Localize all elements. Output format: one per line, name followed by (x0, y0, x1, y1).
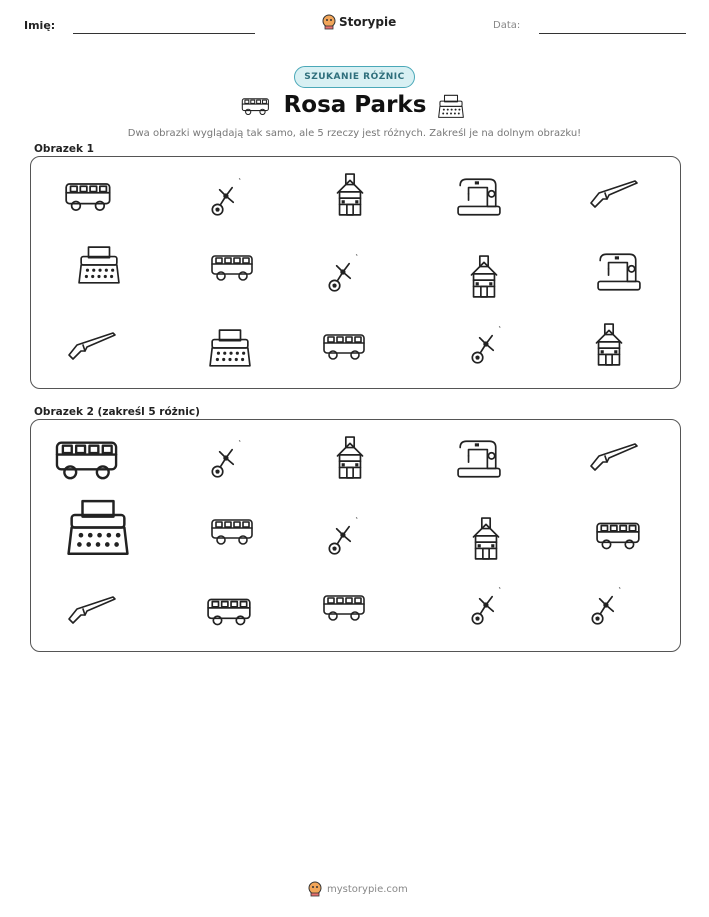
diploma-icon[interactable] (469, 582, 507, 628)
sewing-machine-icon[interactable] (596, 250, 642, 294)
picture1-label: Obrazek 1 (34, 143, 94, 155)
bus-icon[interactable] (322, 330, 368, 362)
sewing-machine-icon[interactable] (456, 437, 502, 481)
typewriter-icon[interactable] (78, 244, 120, 288)
diploma-icon[interactable] (469, 321, 507, 367)
bus-icon[interactable] (54, 436, 122, 482)
picture2-label: Obrazek 2 (zakreśl 5 różnic) (34, 406, 200, 418)
rifle-icon[interactable] (67, 331, 117, 361)
diploma-icon[interactable] (326, 512, 364, 558)
picture1-panel (30, 156, 681, 389)
picture2-panel (30, 419, 681, 652)
footer-url[interactable]: mystorypie.com (327, 883, 408, 895)
schoolhouse-icon[interactable] (334, 172, 366, 218)
bus-icon[interactable] (64, 179, 114, 213)
name-label: Imię: (24, 19, 56, 32)
rifle-icon[interactable] (67, 595, 117, 625)
typewriter-icon[interactable] (67, 497, 129, 561)
storypie-mascot-icon (322, 14, 336, 30)
typewriter-icon (438, 93, 464, 121)
bus-icon[interactable] (322, 591, 368, 623)
schoolhouse-icon[interactable] (468, 254, 500, 300)
bus-icon (241, 95, 271, 117)
bus-icon[interactable] (206, 594, 254, 628)
sewing-machine-icon[interactable] (456, 175, 502, 219)
schoolhouse-icon[interactable] (468, 516, 504, 562)
worksheet-type-badge: SZUKANIE RÓŻNIC (294, 66, 415, 88)
name-line[interactable] (73, 33, 255, 34)
diploma-icon[interactable] (209, 173, 247, 219)
bus-icon[interactable] (595, 518, 643, 552)
date-line[interactable] (539, 33, 686, 34)
rifle-icon[interactable] (589, 442, 639, 472)
rifle-icon[interactable] (589, 179, 639, 209)
page-title: Rosa Parks (283, 92, 427, 118)
bus-icon[interactable] (210, 515, 256, 547)
diploma-icon[interactable] (209, 435, 247, 481)
storypie-mascot-icon (308, 881, 322, 897)
typewriter-icon[interactable] (209, 327, 251, 371)
date-label: Data: (493, 20, 521, 31)
storypie-logo (322, 13, 396, 31)
diploma-icon[interactable] (589, 582, 627, 628)
schoolhouse-icon[interactable] (334, 435, 366, 481)
brand-name: Storypie (339, 15, 397, 29)
schoolhouse-icon[interactable] (592, 322, 626, 368)
bus-icon[interactable] (210, 251, 256, 283)
footer (308, 881, 408, 897)
instructions: Dwa obrazki wyglądają tak samo, ale 5 rzeczy jest różnych. Zakreśl je na dolnym obrazku! (127, 128, 582, 139)
diploma-icon[interactable] (326, 249, 364, 295)
